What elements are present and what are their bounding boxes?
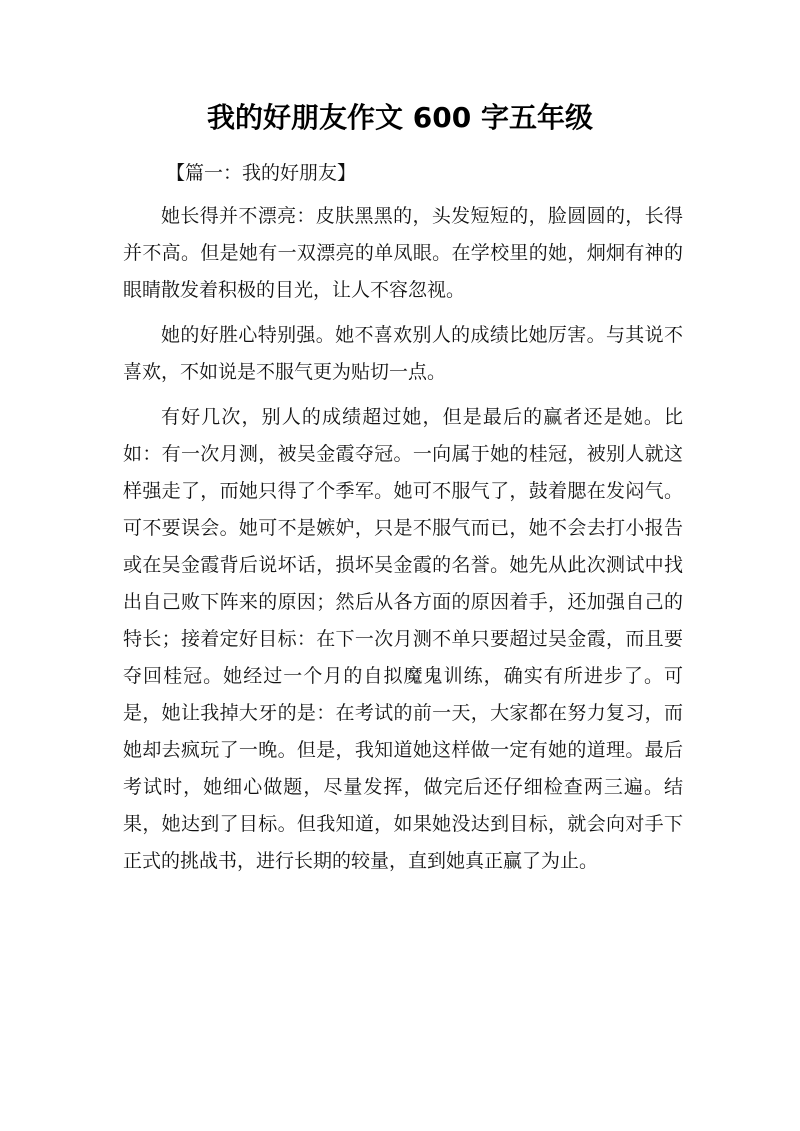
paragraph: 她的好胜心特别强。她不喜欢别人的成绩比她厉害。与其说不喜欢，不如说是不服气更为贴切一点。 [123,324,683,383]
document-title: 我的好朋友作文 600 字五年级 [207,101,593,134]
paragraph: 有好几次，别人的成绩超过她，但是最后的赢者还是她。比如：有一次月测，被吴金霞夺冠。一向属于她的桂冠，被别人就这样强走了，而她只得了个季军。她可不服气了，鼓着腮在发闷气。可不要误会。她可不是嫉妒，只是不服气而已，她不会去打小报告或在吴金霞背后说坏话，损坏吴金霞的名誉。她先从此次测试中找出自己败下阵来的原因；然后从各方面的原因着手，还加强自己的特长；接着定好目标：在下一次月测不单只要超过吴金霞，而且要夺回桂冠。她经过一个月的自拟魔鬼训练，确实有所进步了。可是，她让我掉大牙的是：在考试的前一天，大家都在努力复习，而她却去疯玩了一晚。但是，我知道她这样做一定有她的道理。最后考试时，她细心做题，尽量发挥，做完后还仔细检查两三遍。结果，她达到了目标。但我知道，如果她没达到目标，就会向对手下正式的挑战书，进行长期的较量，直到她真正赢了为止。 [123,406,683,872]
document-body [123,198,683,888]
paragraph: 她长得并不漂亮：皮肤黑黑的，头发短短的，脸圆圆的，长得并不高。但是她有一双漂亮的单凤眼。在学校里的她，炯炯有神的眼睛散发着积极的目光，让人不容忽视。 [123,205,683,301]
section-heading: 【篇一：我的好朋友】 [166,162,357,184]
